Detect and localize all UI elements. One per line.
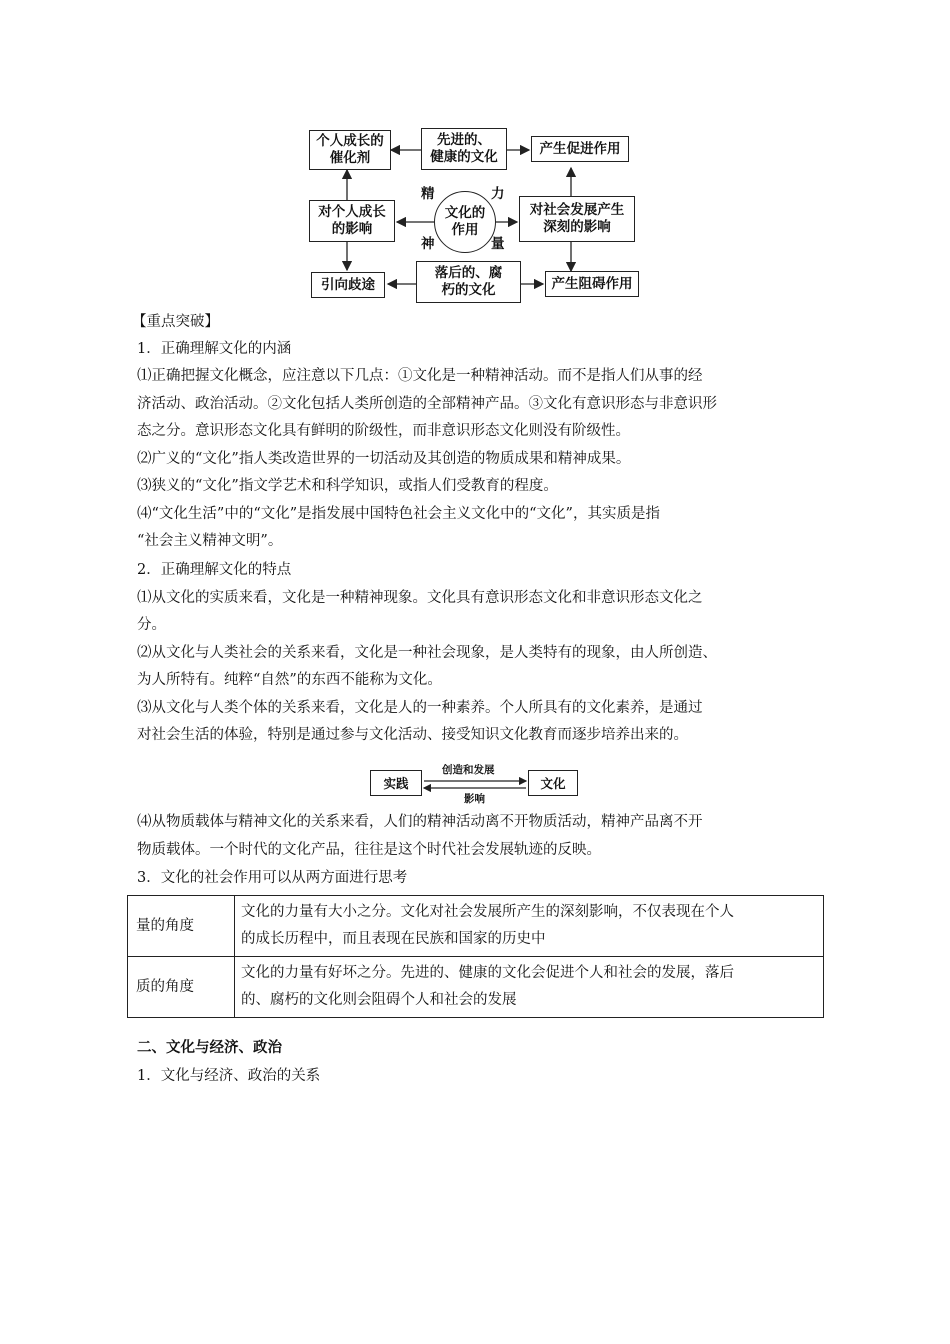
culture-box: 文化 [528, 770, 578, 796]
point-2-line: ⑴从文化的实质来看，文化是一种精神现象。文化具有意识形态文化和非意识形态文化之 [137, 590, 703, 606]
table-cell-line: 文化的力量有好坏之分。先进的、健康的文化会促进个人和社会的发展，落后 [241, 965, 734, 981]
astray-box: 引向歧途 [311, 272, 385, 298]
hinder-box: 产生阻碍作用 [545, 271, 639, 297]
point-1-line: “社会主义精神文明”。 [137, 533, 283, 549]
point-2-line: 对社会生活的体验，特别是通过参与文化活动、接受知识文化教育而逐步培养出来的。 [137, 727, 688, 743]
section-two-item-1: 1．文化与经济、政治的关系 [137, 1068, 321, 1084]
catalyst-box: 个人成长的 催化剂 [309, 130, 391, 170]
point-1-line: ⑵广义的“文化”指人类改造世界的一切活动及其创造的物质成果和精神成果。 [137, 451, 631, 467]
point-2-line: ⑷从物质载体与精神文化的关系来看，人们的精神活动离不开物质活动，精神产品离不开 [137, 814, 703, 830]
key-breakthrough-title: 【重点突破】 [132, 314, 219, 330]
point-1-line: ⑷“文化生活”中的“文化”是指发展中国特色社会主义文化中的“文化”，其实质是指 [137, 506, 660, 522]
influence-label: 影响 [464, 793, 485, 805]
point-1-line: ⑶狭义的“文化”指文学艺术和科学知识，或指人们受教育的程度。 [137, 478, 558, 494]
culture-role-circle: 文化的 作用 [434, 191, 496, 253]
point-1-line: ⑴正确把握文化概念，应注意以下几点：①文化是一种精神活动。而不是指人们从事的经 [137, 368, 703, 384]
advanced-culture-box: 先进的、 健康的文化 [421, 128, 507, 170]
table-row-content [235, 896, 824, 957]
personal-effect-box: 对个人成长 的影响 [309, 200, 395, 242]
promote-box: 产生促进作用 [531, 136, 629, 162]
point-1-title: 1．正确理解文化的内涵 [137, 341, 292, 357]
point-1-line: 态之分。意识形态文化具有鲜明的阶级性，而非意识形态文化则没有阶级性。 [137, 423, 630, 439]
point-2-title: 2．正确理解文化的特点 [137, 562, 292, 578]
backward-culture-box: 落后的、腐 朽的文化 [416, 261, 521, 303]
practice-culture-diagram [368, 764, 580, 806]
spirit-char-jing: 精 [421, 186, 435, 202]
point-2-line: 物质载体。一个时代的文化产品，往往是这个时代社会发展轨迹的反映。 [137, 842, 601, 858]
table-cell-line: 文化的力量有大小之分。文化对社会发展所产生的深刻影响，不仅表现在个人 [241, 904, 734, 920]
spirit-char-liang: 量 [491, 236, 505, 252]
point-2-line: 为人所特有。纯粹“自然”的东西不能称为文化。 [137, 672, 442, 688]
section-two-title: 二、文化与经济、政治 [137, 1040, 282, 1056]
culture-role-diagram [305, 124, 645, 306]
table-row [128, 896, 824, 957]
table-row [128, 957, 824, 1018]
point-2-line: ⑶从文化与人类个体的关系来看，文化是人的一种素养。个人所具有的文化素养，是通过 [137, 700, 703, 716]
create-develop-label: 创造和发展 [442, 764, 495, 776]
point-1-line: 济活动、政治活动。②文化包括人类所创造的全部精神产品。③文化有意识形态与非意识形 [137, 396, 717, 412]
point-3-title: 3．文化的社会作用可以从两方面进行思考 [137, 870, 408, 886]
table-row-label: 质的角度 [128, 957, 235, 1018]
social-effect-box: 对社会发展产生 深刻的影响 [519, 196, 635, 242]
table-cell-line: 的成长历程中，而且表现在民族和国家的历史中 [241, 931, 546, 947]
table-row-label: 量的角度 [128, 896, 235, 957]
spirit-char-shen: 神 [421, 236, 435, 252]
table-row-content [235, 957, 824, 1018]
practice-box: 实践 [370, 770, 422, 796]
point-2-line: ⑵从文化与人类社会的关系来看，文化是一种社会现象，是人类特有的现象，由人所创造、 [137, 645, 717, 661]
spirit-char-li: 力 [491, 186, 505, 202]
culture-force-table [127, 895, 824, 1018]
point-2-line: 分。 [137, 617, 166, 633]
table-cell-line: 的、腐朽的文化则会阻碍个人和社会的发展 [241, 992, 517, 1008]
